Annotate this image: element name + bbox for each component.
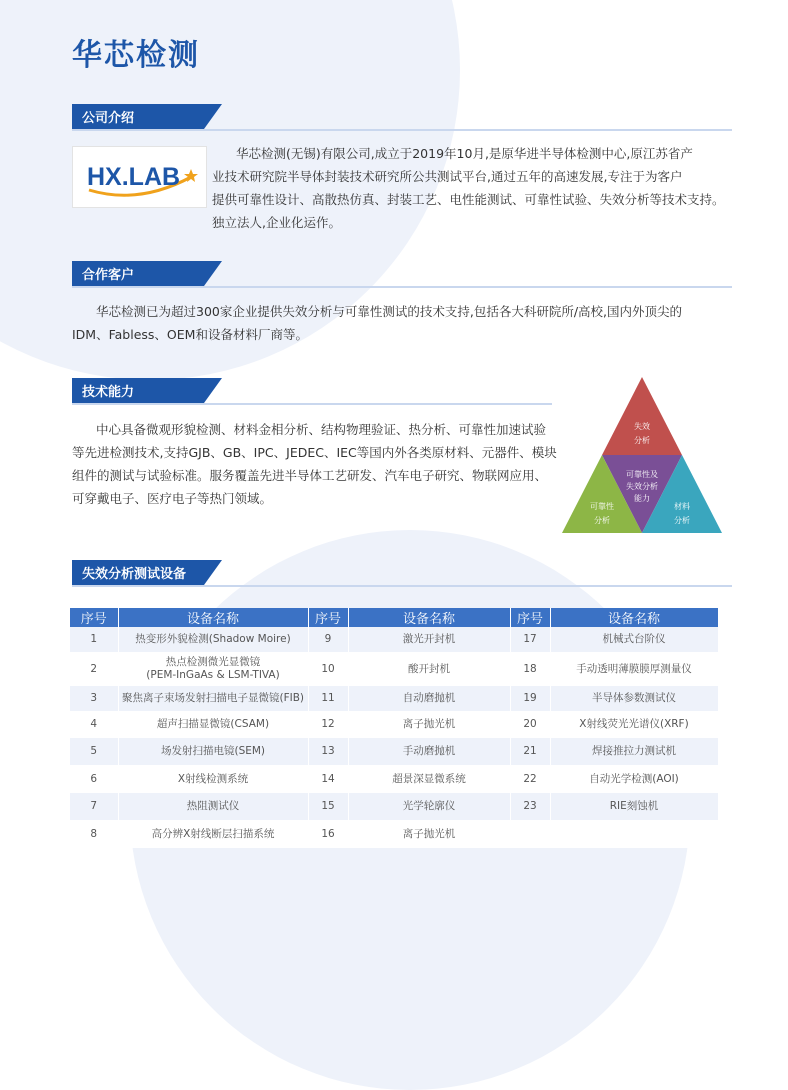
capability-line: 可穿戴电子、医疗电子等热门领域。 <box>72 491 273 506</box>
hxlab-logo <box>72 146 207 208</box>
header-no-3: 序号 <box>510 608 550 627</box>
equipment-number-cell: 17 <box>510 627 550 652</box>
table-row <box>70 738 718 765</box>
equipment-number-cell: 11 <box>308 686 348 711</box>
section-header-customers <box>72 261 222 286</box>
section-header-capability <box>72 378 222 403</box>
triangle-center-label-1: 可靠性及 <box>626 470 658 479</box>
triangle-top-label-2: 分析 <box>634 436 650 445</box>
equipment-number-cell: 6 <box>70 765 118 793</box>
equipment-number-cell: 16 <box>308 820 348 848</box>
equipment-name-cell: 机械式台阶仪 <box>550 627 718 652</box>
table-row <box>70 686 718 711</box>
table-row <box>70 652 718 686</box>
equipment-number-cell: 9 <box>308 627 348 652</box>
equipment-number-cell <box>510 820 550 848</box>
equipment-name-cell: 离子抛光机 <box>348 711 510 738</box>
equipment-name-cell: 超声扫描显微镜(CSAM) <box>118 711 308 738</box>
equipment-number-cell: 19 <box>510 686 550 711</box>
equipment-number-cell: 4 <box>70 711 118 738</box>
equipment-name-cell: 高分辨X射线断层扫描系统 <box>118 820 308 848</box>
equipment-name-cell <box>550 820 718 848</box>
customers-line: 华芯检测已为超过300家企业提供失效分析与可靠性测试的技术支持,包括各大科研院所/高校,国内外顶尖的 <box>96 304 683 319</box>
section-title-company: 公司介绍 <box>82 111 135 126</box>
equipment-name-cell: 酸开封机 <box>348 652 510 686</box>
customers-paragraph <box>72 300 732 346</box>
equipment-name-cell: 热阻测试仪 <box>118 793 308 820</box>
table-header-row <box>70 608 718 627</box>
triangle-right-label-2: 分析 <box>674 516 690 525</box>
equipment-number-cell: 12 <box>308 711 348 738</box>
page-title: 华芯检测 <box>72 38 200 73</box>
equipment-name-cell: X射线荧光光谱仪(XRF) <box>550 711 718 738</box>
triangle-left-label-2: 分析 <box>594 516 610 525</box>
table-row <box>70 765 718 793</box>
equipment-number-cell: 8 <box>70 820 118 848</box>
capability-line: 等先进检测技术,支持GJB、GB、IPC、JEDEC、IEC等国内外各类原材料、元器件、模块 <box>72 445 557 460</box>
table-row <box>70 820 718 848</box>
triangle-right-label-1: 材料 <box>674 502 690 511</box>
table-row <box>70 627 718 652</box>
header-no-2: 序号 <box>308 608 348 627</box>
equipment-name-cell: 半导体参数测试仪 <box>550 686 718 711</box>
capability-line: 中心具备微观形貌检测、材料金相分析、结构物理验证、热分析、可靠性加速试验 <box>96 422 547 437</box>
equipment-number-cell: 22 <box>510 765 550 793</box>
table-row <box>70 793 718 820</box>
company-paragraph <box>212 142 732 234</box>
company-line: 业技术研究院半导体封装技术研究所公共测试平台,通过五年的高速发展,专注于为客户 <box>212 169 683 184</box>
capability-paragraph <box>72 418 562 510</box>
equipment-number-cell: 2 <box>70 652 118 686</box>
capability-line: 组件的测试与试验标准。服务覆盖先进半导体工艺研发、汽车电子研究、物联网应用、 <box>72 468 548 483</box>
section-title-equipment: 失效分析测试设备 <box>82 567 187 582</box>
equipment-name-cell: 光学轮廓仪 <box>348 793 510 820</box>
equipment-number-cell: 5 <box>70 738 118 765</box>
equipment-name-cell: 聚焦离子束场发射扫描电子显微镜(FIB) <box>118 686 308 711</box>
equipment-name-cell: 离子抛光机 <box>348 820 510 848</box>
equipment-number-cell: 14 <box>308 765 348 793</box>
section-title-capability: 技术能力 <box>82 385 135 400</box>
equipment-number-cell: 3 <box>70 686 118 711</box>
equipment-name-cell: 手动透明薄膜膜厚测量仪 <box>550 652 718 686</box>
equipment-name-cell: 手动磨抛机 <box>348 738 510 765</box>
header-name-3: 设备名称 <box>550 608 718 627</box>
equipment-table-wrapper <box>70 608 719 848</box>
equipment-name-cell: X射线检测系统 <box>118 765 308 793</box>
equipment-number-cell: 21 <box>510 738 550 765</box>
equipment-name-cell: 热变形外貌检测(Shadow Moire) <box>118 627 308 652</box>
triangle-left-label-1: 可靠性 <box>590 502 614 511</box>
header-no-1: 序号 <box>70 608 118 627</box>
company-line: 独立法人,企业化运作。 <box>212 215 341 230</box>
equipment-number-cell: 13 <box>308 738 348 765</box>
equipment-number-cell: 23 <box>510 793 550 820</box>
triangle-top-label-1: 失效 <box>634 422 650 431</box>
company-line: 华芯检测(无锡)有限公司,成立于2019年10月,是原华进半导体检测中心,原江苏省产 <box>236 146 693 161</box>
header-name-2: 设备名称 <box>348 608 510 627</box>
section-header-company <box>72 104 222 129</box>
equipment-number-cell: 20 <box>510 711 550 738</box>
capability-triangle-diagram <box>560 375 725 539</box>
equipment-number-cell: 7 <box>70 793 118 820</box>
section-title-customers: 合作客户 <box>82 268 135 283</box>
section-header-equipment <box>72 560 222 585</box>
customers-line: IDM、Fabless、OEM和设备材料厂商等。 <box>72 327 308 342</box>
equipment-name-cell: 超景深显微系统 <box>348 765 510 793</box>
equipment-name-cell: 热点检测微光显微镜 (PEM-InGaAs & LSM-TIVA) <box>118 652 308 686</box>
equipment-number-cell: 1 <box>70 627 118 652</box>
triangle-center-label-2: 失效分析 <box>626 482 658 491</box>
company-line: 提供可靠性设计、高散热仿真、封装工艺、电性能测试、可靠性试验、失效分析等技术支持。 <box>212 192 725 207</box>
equipment-name-cell: 场发射扫描电镜(SEM) <box>118 738 308 765</box>
logo-text: HX.LAB <box>87 163 181 191</box>
equipment-number-cell: 15 <box>308 793 348 820</box>
table-row <box>70 711 718 738</box>
header-name-1: 设备名称 <box>118 608 308 627</box>
equipment-number-cell: 18 <box>510 652 550 686</box>
triangle-center-label-3: 能力 <box>634 494 650 503</box>
equipment-name-cell: 自动光学检测(AOI) <box>550 765 718 793</box>
equipment-number-cell: 10 <box>308 652 348 686</box>
equipment-name-cell: 焊接推拉力测试机 <box>550 738 718 765</box>
equipment-name-cell: 激光开封机 <box>348 627 510 652</box>
equipment-table <box>70 608 719 848</box>
equipment-name-cell: RIE刻蚀机 <box>550 793 718 820</box>
equipment-name-cell: 自动磨抛机 <box>348 686 510 711</box>
